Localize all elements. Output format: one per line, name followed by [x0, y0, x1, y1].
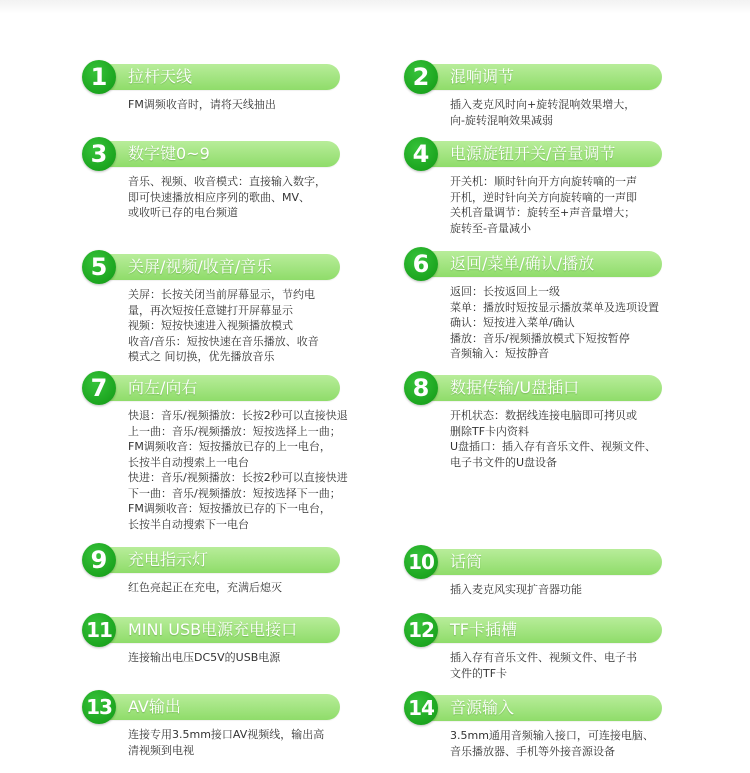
- description-line: 长按半自动搜索上一电台: [128, 455, 249, 469]
- number-badge: 10: [404, 545, 438, 579]
- feature-header: [404, 616, 662, 644]
- description-line: 红色亮起正在充电，充满后熄灭: [128, 581, 282, 594]
- description-line: 插入存有音乐文件、视频文件、电子书: [450, 651, 637, 664]
- description-line: 返回：长按返回上一级: [450, 285, 560, 298]
- feature-title: 音源输入: [450, 698, 515, 717]
- description-line: 音乐、视频、收音模式：直接输入数字，: [128, 175, 326, 188]
- feature-title: 拉杆天线: [128, 67, 193, 86]
- description-line: 确认：短按进入菜单/确认: [450, 316, 575, 329]
- number-badge: 2: [404, 60, 438, 94]
- description-line: 开机状态：数据线连接电脑即可拷贝或: [450, 409, 637, 422]
- description-line: 连接输出电压DC5V的USB电源: [128, 651, 281, 664]
- number-badge: 14: [404, 691, 438, 725]
- feature-description: [450, 174, 662, 236]
- description-line: 删除TF卡内资料: [450, 424, 530, 438]
- description-line: 长按半自动搜索下一电台: [128, 517, 249, 531]
- feature-description: [128, 174, 340, 221]
- feature-title: 话筒: [450, 552, 483, 571]
- feature-header: [82, 374, 340, 402]
- feature-item-13: [82, 693, 340, 758]
- feature-description: [450, 97, 662, 128]
- feature-description: [128, 97, 340, 113]
- description-line: 播放：音乐/视频播放模式下短按暂停: [450, 331, 630, 345]
- description-line: 量，再次短按任意键打开屏幕显示: [128, 303, 293, 317]
- feature-header: [404, 250, 662, 278]
- feature-item-5: [82, 253, 340, 365]
- description-line: 模式之 间切换，优先播放音乐: [128, 350, 275, 363]
- feature-header: [404, 63, 662, 91]
- feature-header: [404, 694, 662, 722]
- number-badge: 6: [404, 247, 438, 281]
- feature-title: 充电指示灯: [128, 550, 209, 569]
- description-line: 菜单：播放时短按显示播放菜单及选项设置: [450, 300, 659, 314]
- feature-item-8: [404, 374, 662, 470]
- feature-description: [128, 650, 340, 666]
- number-badge: 12: [404, 613, 438, 647]
- description-line: 清视频到电视: [128, 743, 194, 757]
- feature-item-14: [404, 694, 662, 759]
- feature-description: [450, 650, 662, 681]
- feature-title: TF卡插槽: [450, 620, 517, 639]
- description-line: 开机，逆时针向关方向旋转嘀的一声即: [450, 190, 637, 204]
- feature-item-11: [82, 616, 340, 666]
- description-line: 即可快速播放相应序列的歌曲、MV、: [128, 190, 311, 204]
- description-line: U盘插口：插入存有音乐文件、视频文件、: [450, 440, 657, 453]
- description-line: FM调频收音：短按播放已存的下一电台，: [128, 502, 331, 515]
- feature-title: 返回/菜单/确认/播放: [450, 254, 595, 273]
- feature-header: [404, 548, 662, 576]
- description-line: 快退：音乐/视频播放：长按2秒可以直接快退: [128, 409, 348, 422]
- feature-title: 向左/向右: [128, 378, 198, 397]
- description-line: 3.5mm通用音频输入接口，可连接电脑、: [450, 729, 654, 742]
- feature-title: AV输出: [128, 697, 181, 716]
- feature-item-12: [404, 616, 662, 681]
- feature-header: [82, 616, 340, 644]
- number-badge: 3: [82, 137, 116, 171]
- description-line: 上一曲：音乐/视频播放：短按选择上一曲；: [128, 424, 341, 438]
- feature-header: [82, 253, 340, 281]
- feature-description: [450, 582, 662, 598]
- feature-item-7: [82, 374, 348, 532]
- description-line: 音频输入：短按静音: [450, 347, 549, 360]
- number-badge: 5: [82, 250, 116, 284]
- description-line: 插入麦克风实现扩音器功能: [450, 583, 582, 596]
- number-badge: 13: [82, 690, 116, 724]
- description-line: 旋转至-音量减小: [450, 221, 531, 235]
- feature-item-2: [404, 63, 662, 128]
- description-line: 文件的TF卡: [450, 666, 508, 680]
- feature-description: [128, 408, 348, 532]
- feature-item-3: [82, 140, 340, 221]
- number-badge: 11: [82, 613, 116, 647]
- number-badge: 1: [82, 60, 116, 94]
- feature-header: [82, 140, 340, 168]
- description-line: 向-旋转混响效果减弱: [450, 113, 553, 127]
- feature-item-6: [404, 250, 662, 362]
- feature-header: [82, 546, 340, 574]
- description-line: 音乐播放器、手机等外接音源设备: [450, 744, 615, 758]
- description-line: 或收听已存的电台频道: [128, 206, 238, 219]
- feature-item-9: [82, 546, 340, 596]
- description-line: 插入麦克风时向+旋转混响效果增大，: [450, 98, 636, 111]
- description-line: 电子书文件的U盘设备: [450, 455, 558, 469]
- feature-title: 数据传输/U盘插口: [450, 378, 580, 397]
- description-line: 关屏：长按关闭当前屏幕显示，节约电: [128, 288, 315, 301]
- feature-title: 混响调节: [450, 67, 515, 86]
- number-badge: 9: [82, 543, 116, 577]
- feature-title: 关屏/视频/收音/音乐: [128, 257, 273, 276]
- feature-header: [82, 693, 340, 721]
- description-line: 连接专用3.5mm接口AV视频线，输出高: [128, 728, 325, 741]
- description-line: 快进：音乐/视频播放：长按2秒可以直接快进: [128, 471, 348, 484]
- description-line: 开关机：顺时针向开方向旋转嘀的一声: [450, 175, 637, 188]
- description-line: 视频：短按快速进入视频播放模式: [128, 319, 293, 332]
- feature-description: [128, 287, 340, 365]
- description-line: FM调频收音：短按播放已存的上一电台，: [128, 440, 331, 453]
- feature-header: [82, 63, 340, 91]
- feature-item-4: [404, 140, 662, 236]
- description-line: 收音/音乐：短按快速在音乐播放、收音: [128, 334, 319, 348]
- feature-item-10: [404, 548, 662, 598]
- number-badge: 7: [82, 371, 116, 405]
- feature-description: [128, 727, 340, 758]
- feature-description: [128, 580, 340, 596]
- feature-item-1: [82, 63, 340, 113]
- number-badge: 4: [404, 137, 438, 171]
- description-line: 下一曲：音乐/视频播放：短按选择下一曲；: [128, 486, 341, 500]
- top-shadow-bar: [0, 0, 750, 14]
- feature-title: MINI USB电源充电接口: [128, 620, 298, 639]
- feature-description: [450, 408, 662, 470]
- feature-description: [450, 284, 662, 362]
- feature-title: 数字键0~9: [128, 144, 210, 163]
- number-badge: 8: [404, 371, 438, 405]
- feature-title: 电源旋钮开关/音量调节: [450, 144, 616, 163]
- description-line: FM调频收音时，请将天线抽出: [128, 98, 276, 111]
- feature-header: [404, 140, 662, 168]
- feature-header: [404, 374, 662, 402]
- description-line: 关机音量调节：旋转至+声音量增大；: [450, 206, 636, 219]
- feature-description: [450, 728, 662, 759]
